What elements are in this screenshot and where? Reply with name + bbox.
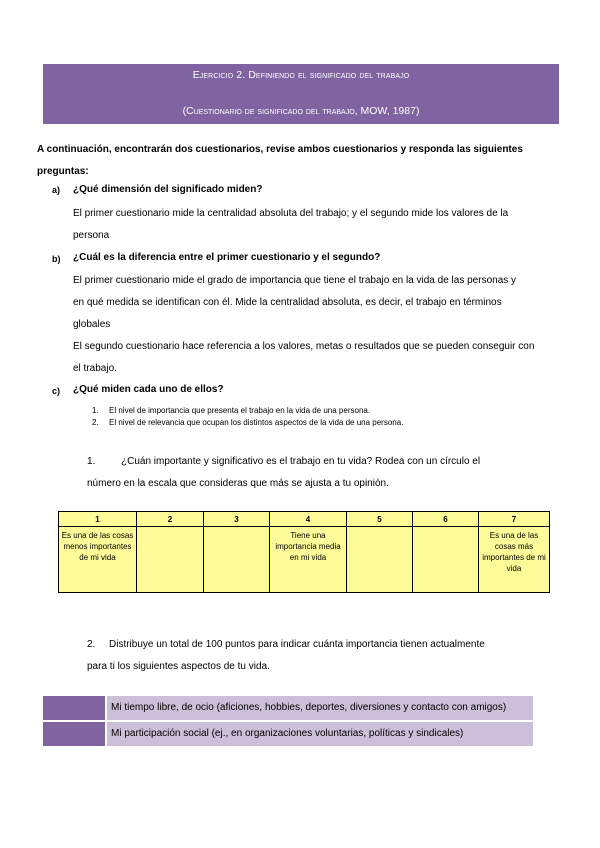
scale-option-4[interactable]: 4 bbox=[270, 512, 347, 527]
scale-desc-3 bbox=[204, 527, 270, 593]
answer-line: El primer cuestionario mide el grado de importancia que tiene el trabajo en la vida de las personas y bbox=[73, 275, 517, 286]
scale-option-6[interactable]: 6 bbox=[413, 512, 479, 527]
points-input-cell[interactable] bbox=[43, 696, 105, 720]
answer-line: globales bbox=[73, 319, 111, 330]
instruction-line: para ti los siguientes aspectos de tu vida. bbox=[87, 661, 270, 672]
exercise-subtitle: (Cuestionario de significado del trabajo, MOW, 1987) bbox=[182, 105, 420, 117]
scale-desc-1: Es una de las cosas menos importantes de mi vida bbox=[59, 527, 137, 593]
scale-desc-5 bbox=[347, 527, 413, 593]
aspect-label: Mi tiempo libre, de ocio (aficiones, hobbies, deportes, diversiones y contacto con amigos) bbox=[107, 696, 533, 720]
scale-desc-4: Tiene una importancia media en mi vida bbox=[270, 527, 347, 593]
scale-option-3[interactable]: 3 bbox=[204, 512, 270, 527]
instruction-line: 2. Distribuye un total de 100 puntos para indicar cuánta importancia tienen actualmente bbox=[87, 639, 485, 650]
answer-line: persona bbox=[73, 230, 110, 241]
scale-option-5[interactable]: 5 bbox=[347, 512, 413, 527]
scale-desc-7: Es una de las cosas más importantes de mi vida bbox=[479, 527, 550, 593]
exercise-title: Ejercicio 2. Definiendo el significado del trabajo bbox=[192, 69, 410, 81]
intro-paragraph: A continuación, encontrarán dos cuestionarios, revise ambos cuestionarios y responda las siguientes preguntas: bbox=[37, 144, 523, 177]
question-a-answer bbox=[73, 203, 578, 247]
scale-desc-6 bbox=[413, 527, 479, 593]
question-a-label: a) bbox=[52, 185, 61, 195]
question-b-answer bbox=[73, 270, 578, 380]
answer-line: en qué medida se identifican con él. Mide la centralidad absoluta, es decir, el trabajo en términos bbox=[73, 297, 502, 308]
sublist-item: 1. El nivel de importancia que presenta el trabajo en la vida de una persona. bbox=[92, 406, 371, 415]
aspect-label: Mi participación social (ej., en organizaciones voluntarias, políticas y sindicales) bbox=[107, 722, 533, 746]
instruction-line: número en la escala que consideras que más se ajusta a tu opinión. bbox=[87, 478, 389, 489]
scale-option-7[interactable]: 7 bbox=[479, 512, 550, 527]
answer-line: El segundo cuestionario hace referencia a los valores, metas o resultados que se pueden conseguir con bbox=[73, 341, 535, 352]
aspect-row bbox=[43, 722, 533, 746]
answer-line: El primer cuestionario mide la centralidad absoluta del trabajo; y el segundo mide los valores de la bbox=[73, 208, 509, 219]
aspect-row bbox=[43, 696, 533, 720]
instruction-line: 1. ¿Cuán importante y significativo es el trabajo en tu vida? Rodea con un círculo el bbox=[87, 456, 481, 467]
sublist-item: 2. El nivel de relevancia que ocupan los distintos aspectos de la vida de una persona. bbox=[92, 418, 404, 427]
scale-option-1[interactable]: 1 bbox=[59, 512, 137, 527]
answer-line: el trabajo. bbox=[73, 363, 117, 374]
points-instruction bbox=[87, 634, 557, 678]
question-c-label: c) bbox=[52, 386, 61, 396]
scale-option-2[interactable]: 2 bbox=[137, 512, 204, 527]
exercise-banner bbox=[43, 64, 559, 124]
question-c-text: ¿Qué miden cada uno de ellos? bbox=[73, 384, 224, 395]
importance-scale-table bbox=[58, 511, 550, 593]
scale-desc-2 bbox=[137, 527, 204, 593]
life-aspects-table bbox=[43, 696, 533, 748]
scale-instruction bbox=[87, 451, 557, 495]
question-c-sublist bbox=[92, 405, 403, 429]
question-b-label: b) bbox=[52, 254, 61, 264]
question-a-text: ¿Qué dimensión del significado miden? bbox=[73, 184, 263, 195]
points-input-cell[interactable] bbox=[43, 722, 105, 746]
question-b-text: ¿Cuál es la diferencia entre el primer cuestionario y el segundo? bbox=[73, 252, 381, 263]
